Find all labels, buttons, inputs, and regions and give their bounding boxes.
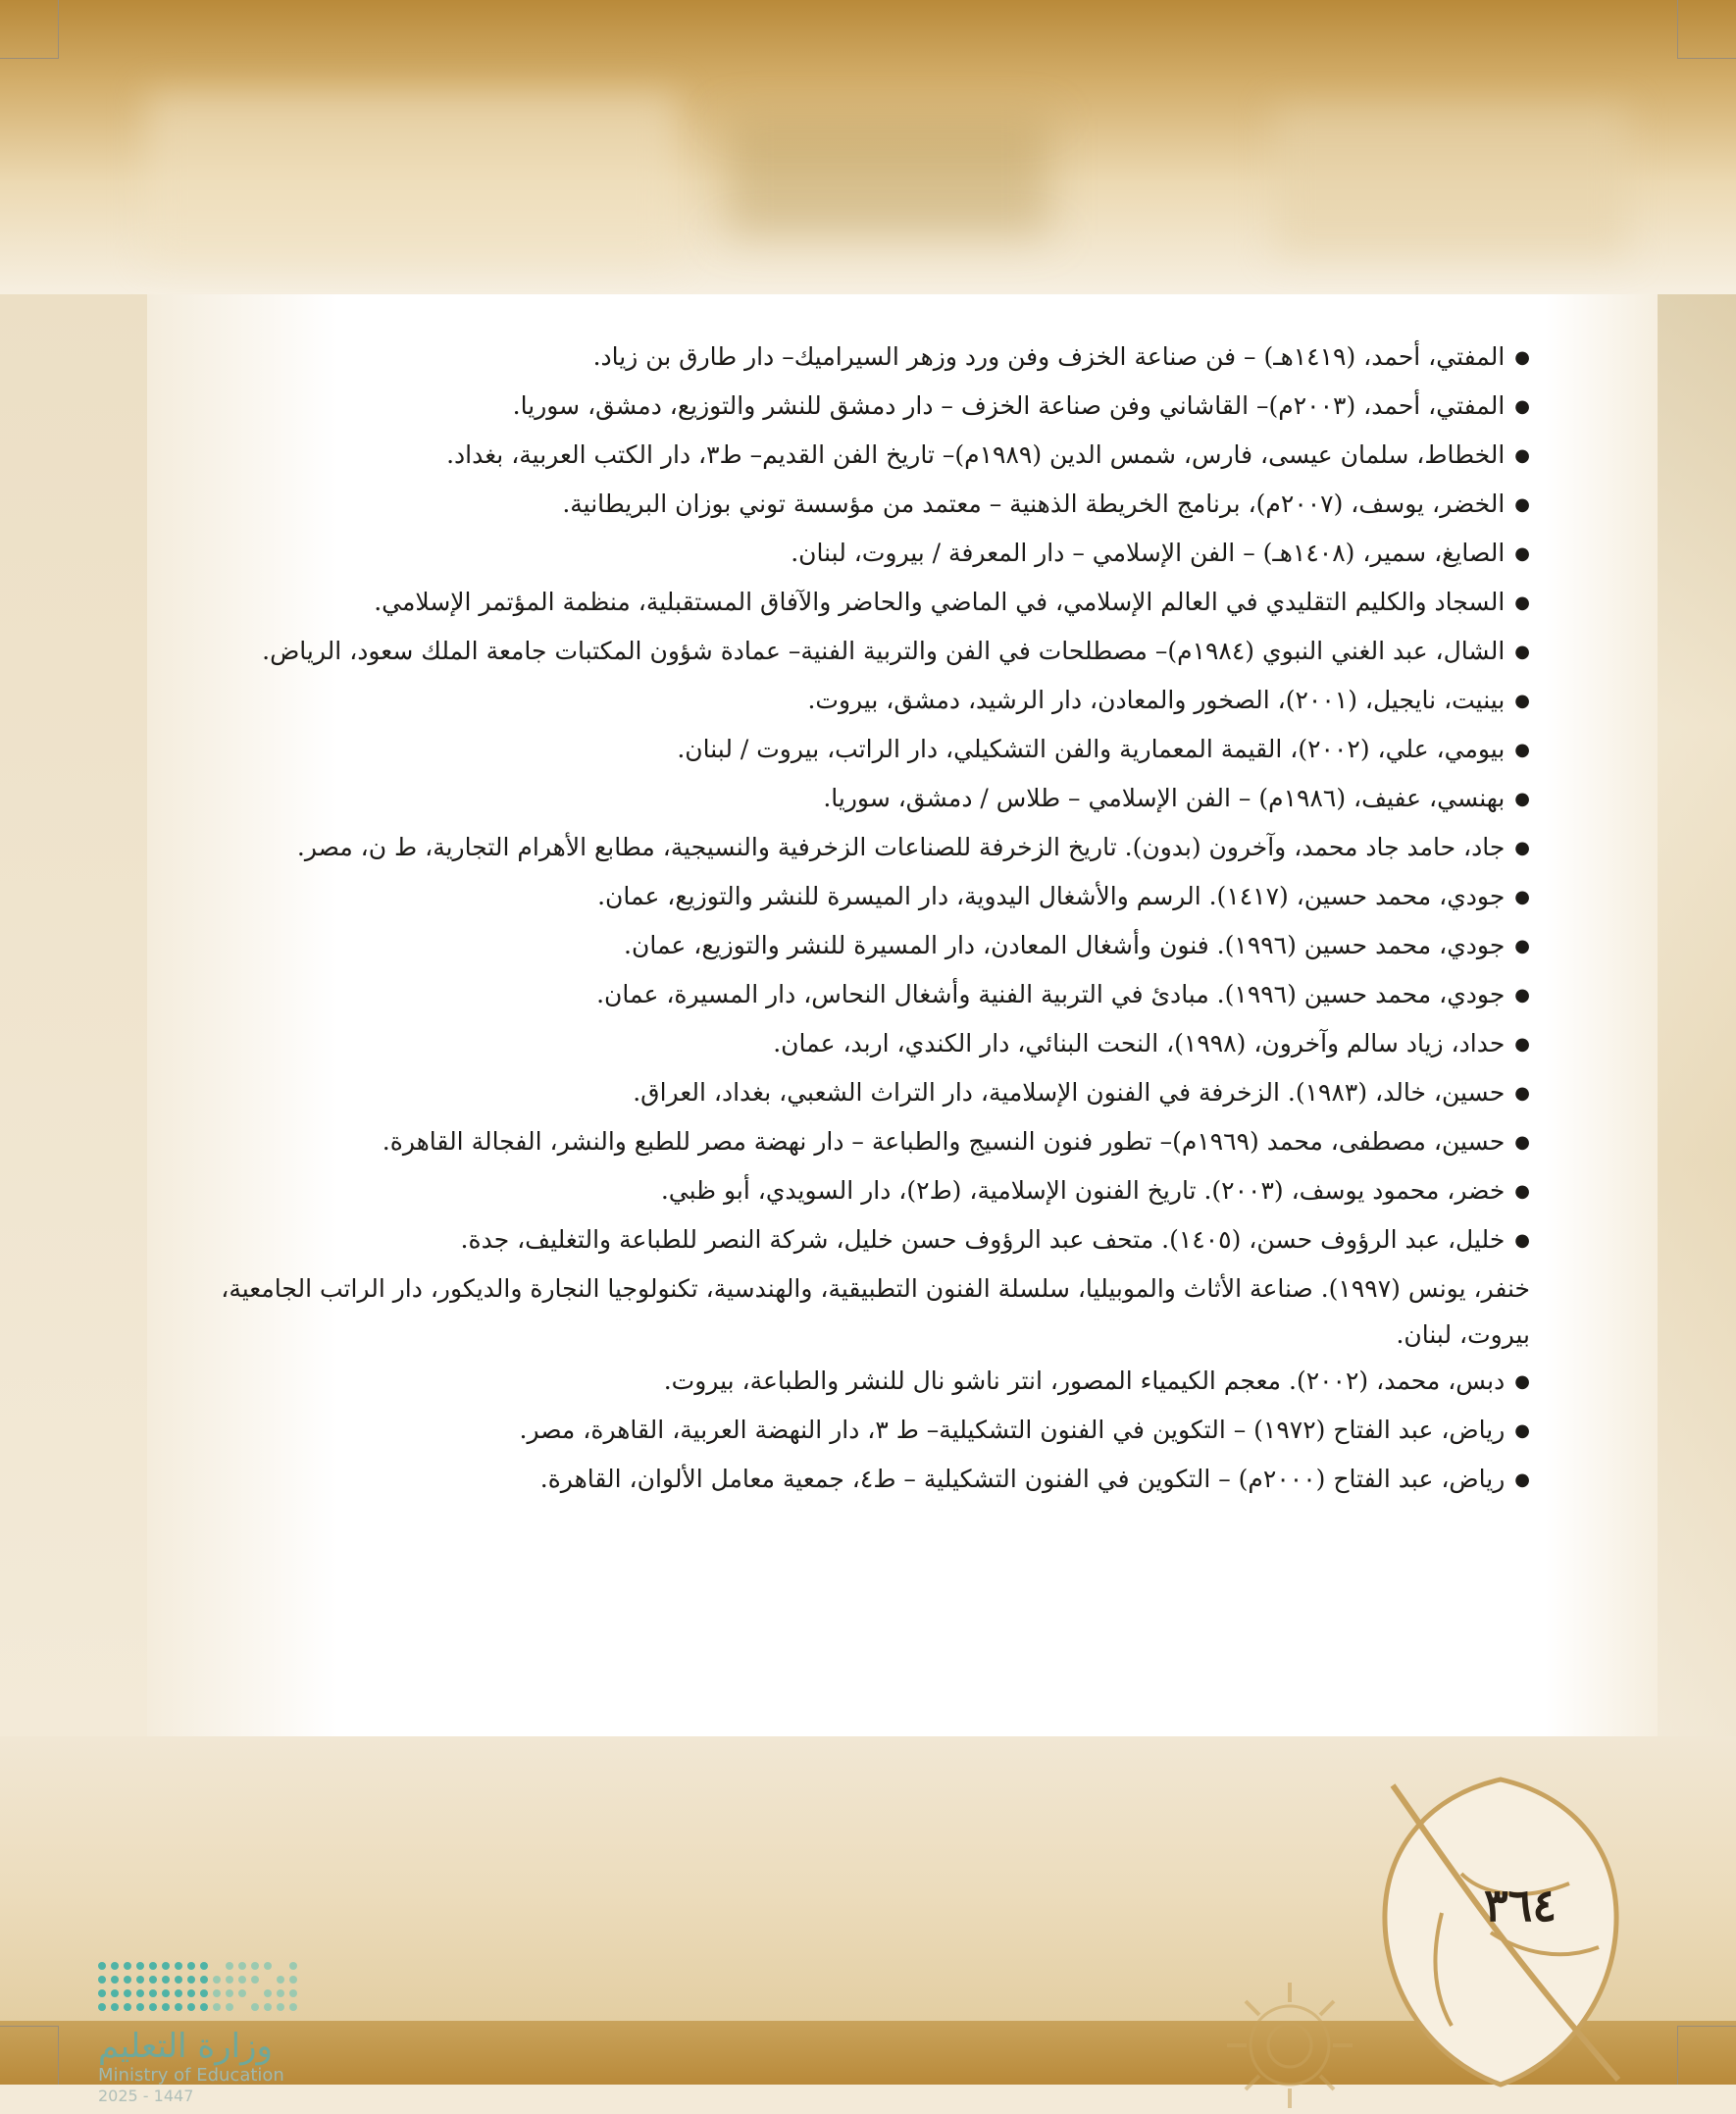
reference-item: [216, 775, 1530, 824]
right-margin: [1658, 294, 1736, 1736]
crop-mark: [58, 0, 59, 59]
reference-text: جاد، حامد جاد محمد، وآخرون (بدون). تاريخ الزخرفة للصناعات الزخرفية والنسيجية، مطابع الأهرام التجارية، ط ن، مصر.: [296, 833, 1506, 861]
logo-dot: [213, 1976, 221, 1984]
reference-text: جودي، محمد حسين (١٩٩٦). مبادئ في التربية الفنية وأشغال النحاس، دار المسيرة، عمان.: [596, 980, 1506, 1008]
bullet-icon: [1505, 978, 1530, 1006]
bullet-icon: [1505, 880, 1530, 908]
reference-text: حداد، زياد سالم وآخرون، (١٩٩٨)، النحت البنائي، دار الكندي، اربد، عمان.: [773, 1029, 1506, 1057]
reference-text: الخضر، يوسف، (٢٠٠٧م)، برنامج الخريطة الذهنية – معتمد من مؤسسة توني بوزان البريطانية.: [562, 490, 1506, 518]
reference-text: المفتي، أحمد، (١٤١٩هـ) – فن صناعة الخزف وفن ورد وزهر السيراميك– دار طارق بن زياد.: [592, 342, 1506, 371]
reference-item: [216, 1216, 1530, 1265]
logo-dot: [213, 2003, 221, 2011]
logo-dot: [226, 2003, 233, 2011]
reference-text: خضر، محمود يوسف، (٢٠٠٣). تاريخ الفنون الإسلامية، (ط٢)، دار السويدي، أبو ظبي.: [660, 1176, 1506, 1205]
logo-dot: [187, 2003, 195, 2011]
reference-item: [216, 873, 1530, 922]
reference-text: بهنسي، عفيف، (١٩٨٦م) – الفن الإسلامي – طلاس / دمشق، سوريا.: [823, 784, 1506, 812]
logo-dot: [111, 2003, 119, 2011]
reference-text: المفتي، أحمد، (٢٠٠٣م)– القاشاني وفن صناعة الخزف – دار دمشق للنشر والتوزيع، دمشق، سوريا.: [512, 391, 1506, 420]
bullet-icon: [1505, 684, 1530, 712]
logo-dot: [289, 2003, 297, 2011]
logo-dot: [162, 1976, 170, 1984]
reference-item: [216, 334, 1530, 383]
logo-dot: [175, 2003, 182, 2011]
logo-dot: [124, 2003, 131, 2011]
reference-text: جودي، محمد حسين، (١٤١٧). الرسم والأشغال اليدوية، دار الميسرة للنشر والتوزيع، عمان.: [597, 882, 1506, 910]
logo-dot: [111, 1962, 119, 1970]
logo-dot: [136, 1989, 144, 1997]
reference-text: حسين، مصطفى، محمد (١٩٦٩م)– تطور فنون النسيج والطباعة – دار نهضة مصر للطبع والنشر، الفجالة القاهرة.: [382, 1127, 1506, 1156]
logo-dot: [162, 2003, 170, 2011]
logo-dot: [277, 1976, 284, 1984]
left-margin: [0, 294, 147, 1736]
logo-dot: [187, 1976, 195, 1984]
bullet-icon: [1505, 1125, 1530, 1154]
logo-dot: [251, 1962, 259, 1970]
reference-item: [216, 383, 1530, 432]
reference-item: [216, 1020, 1530, 1069]
reference-text: بيومي، علي، (٢٠٠٢)، القيمة المعمارية والفن التشكيلي، دار الراتب، بيروت / لبنان.: [677, 735, 1506, 763]
reference-item: [216, 922, 1530, 971]
reference-item: [216, 1167, 1530, 1216]
reference-item: [216, 530, 1530, 579]
bullet-icon: [1505, 1027, 1530, 1056]
bullet-icon: [1505, 831, 1530, 859]
reference-item: [216, 1456, 1530, 1505]
reference-item: [216, 1069, 1530, 1118]
logo-dot: [251, 2003, 259, 2011]
reference-item: [216, 971, 1530, 1020]
logo-dot: [187, 1989, 195, 1997]
bullet-icon: [1505, 1463, 1530, 1491]
reference-item: [216, 1358, 1530, 1407]
reference-text: رياض، عبد الفتاح (٢٠٠٠م) – التكوين في الفنون التشكيلية – ط٤، جمعية معامل الألوان، القاهرة.: [539, 1465, 1506, 1493]
logo-dot: [98, 1976, 106, 1984]
crop-mark: [1677, 2026, 1736, 2027]
reference-item: [216, 824, 1530, 873]
bullet-icon: [1505, 586, 1530, 614]
bullet-icon: [1505, 733, 1530, 761]
reference-item: [216, 1118, 1530, 1167]
logo-dot: [136, 2003, 144, 2011]
logo-dot: [124, 1962, 131, 1970]
logo-dot: [277, 1989, 284, 1997]
reference-item: [216, 579, 1530, 628]
reference-text: خنفر، يونس (١٩٩٧). صناعة الأثاث والموبيليا، سلسلة الفنون التطبيقية، والهندسية، تكنولوجيا النجارة والديكور، دار الراتب الجامعية، بيروت، لبنان.: [221, 1274, 1530, 1349]
bullet-icon: [1505, 1076, 1530, 1105]
reference-item: [216, 1265, 1530, 1358]
logo-dot: [200, 1976, 208, 1984]
logo-dot: [289, 1976, 297, 1984]
logo-dot: [111, 1976, 119, 1984]
logo-dot: [149, 1976, 157, 1984]
logo-dot: [226, 1962, 233, 1970]
logo-dot: [187, 1962, 195, 1970]
reference-text: الشال، عبد الغني النبوي (١٩٨٤م)– مصطلحات في الفن والتربية الفنية– عمادة شؤون المكتبات جامعة الملك سعود، الرياض.: [262, 637, 1506, 665]
logo-dot: [264, 1989, 272, 1997]
logo-dot: [175, 1976, 182, 1984]
header-blur-right: [1275, 108, 1628, 255]
bullet-icon: [1505, 1414, 1530, 1442]
logo-dot: [213, 1989, 221, 1997]
logo-dot: [238, 1989, 246, 1997]
logo-dot: [226, 1989, 233, 1997]
header-blur-center: [726, 118, 1049, 235]
logo-dot: [98, 2003, 106, 2011]
reference-text: السجاد والكليم التقليدي في العالم الإسلامي، في الماضي والحاضر والآفاق المستقبلية، منظمة المؤتمر الإسلامي.: [374, 588, 1506, 616]
bullet-icon: [1505, 537, 1530, 565]
logo-dot: [277, 2003, 284, 2011]
logo-dot: [175, 1989, 182, 1997]
logo-dot: [111, 1989, 119, 1997]
page-number: ٣٦٤: [1483, 1879, 1557, 1932]
sun-ornament-icon: [1221, 1977, 1358, 2114]
logo-dot: [200, 2003, 208, 2011]
bullet-icon: [1505, 782, 1530, 810]
logo-dot: [238, 1976, 246, 1984]
reference-item: [216, 726, 1530, 775]
reference-item: [216, 432, 1530, 481]
header-blur-left: [147, 93, 677, 260]
bullet-icon: [1505, 1223, 1530, 1252]
bullet-icon: [1505, 488, 1530, 516]
logo-dot: [136, 1962, 144, 1970]
bullet-icon: [1505, 1365, 1530, 1393]
logo-dot: [162, 1989, 170, 1997]
logo-dot: [124, 1989, 131, 1997]
crop-mark: [58, 2026, 59, 2085]
reference-text: حسين، خالد، (١٩٨٣). الزخرفة في الفنون الإسلامية، دار التراث الشعبي، بغداد، العراق.: [633, 1078, 1506, 1107]
ministry-logo-arabic: وزارة التعليم: [98, 2027, 273, 2066]
reference-text: خليل، عبد الرؤوف حسن، (١٤٠٥). متحف عبد الرؤوف حسن خليل، شركة النصر للطباعة والتغليف، جدة.: [460, 1225, 1506, 1254]
bullet-icon: [1505, 635, 1530, 663]
reference-item: [216, 1407, 1530, 1456]
logo-dot: [264, 2003, 272, 2011]
logo-dot: [289, 1962, 297, 1970]
reference-item: [216, 481, 1530, 530]
ministry-logo-year: 2025 - 1447: [98, 2087, 194, 2105]
reference-text: رياض، عبد الفتاح (١٩٧٢) – التكوين في الفنون التشكيلية– ط ٣، دار النهضة العربية، القاهرة، مصر.: [519, 1416, 1506, 1444]
bullet-icon: [1505, 929, 1530, 957]
logo-dot: [200, 1962, 208, 1970]
crop-mark: [1677, 2026, 1678, 2085]
decorative-header: [0, 0, 1736, 294]
bullet-icon: [1505, 438, 1530, 467]
crop-mark: [1677, 58, 1736, 59]
reference-text: دبس، محمد، (٢٠٠٢). معجم الكيمياء المصور، انتر ناشو نال للنشر والطباعة، بيروت.: [663, 1366, 1506, 1395]
reference-text: جودي، محمد حسين (١٩٩٦). فنون وأشغال المعادن، دار المسيرة للنشر والتوزيع، عمان.: [624, 931, 1506, 959]
logo-dot: [289, 1989, 297, 1997]
reference-text: الصايغ، سمير، (١٤٠٨هـ) – الفن الإسلامي – دار المعرفة / بيروت، لبنان.: [791, 539, 1506, 567]
reference-text: الخطاط، سلمان عيسى، فارس، شمس الدين (١٩٨٩م)– تاريخ الفن القديم– ط٣، دار الكتب العربية، بغداد.: [446, 440, 1506, 469]
logo-dot: [136, 1976, 144, 1984]
logo-dot: [149, 1962, 157, 1970]
ministry-logo-english: Ministry of Education: [98, 2065, 284, 2086]
crop-mark: [0, 2026, 59, 2027]
logo-dot: [251, 1976, 259, 1984]
logo-dot: [200, 1989, 208, 1997]
logo-dot: [162, 1962, 170, 1970]
logo-dot: [264, 1962, 272, 1970]
logo-dot: [149, 2003, 157, 2011]
bullet-icon: [1505, 1174, 1530, 1203]
logo-dot: [175, 1962, 182, 1970]
logo-dot: [98, 1962, 106, 1970]
reference-list: [216, 334, 1530, 1505]
ministry-logo-dots-icon: [98, 1962, 309, 2021]
bullet-icon: [1505, 340, 1530, 369]
logo-dot: [238, 1962, 246, 1970]
crop-mark: [0, 58, 59, 59]
logo-dot: [226, 1976, 233, 1984]
reference-item: [216, 628, 1530, 677]
logo-dot: [124, 1976, 131, 1984]
logo-dot: [98, 1989, 106, 1997]
crop-mark: [1677, 0, 1678, 59]
reference-text: بينيت، نايجيل، (٢٠٠١)، الصخور والمعادن، دار الرشيد، دمشق، بيروت.: [807, 686, 1506, 714]
reference-item: [216, 677, 1530, 726]
logo-dot: [149, 1989, 157, 1997]
bullet-icon: [1505, 389, 1530, 418]
